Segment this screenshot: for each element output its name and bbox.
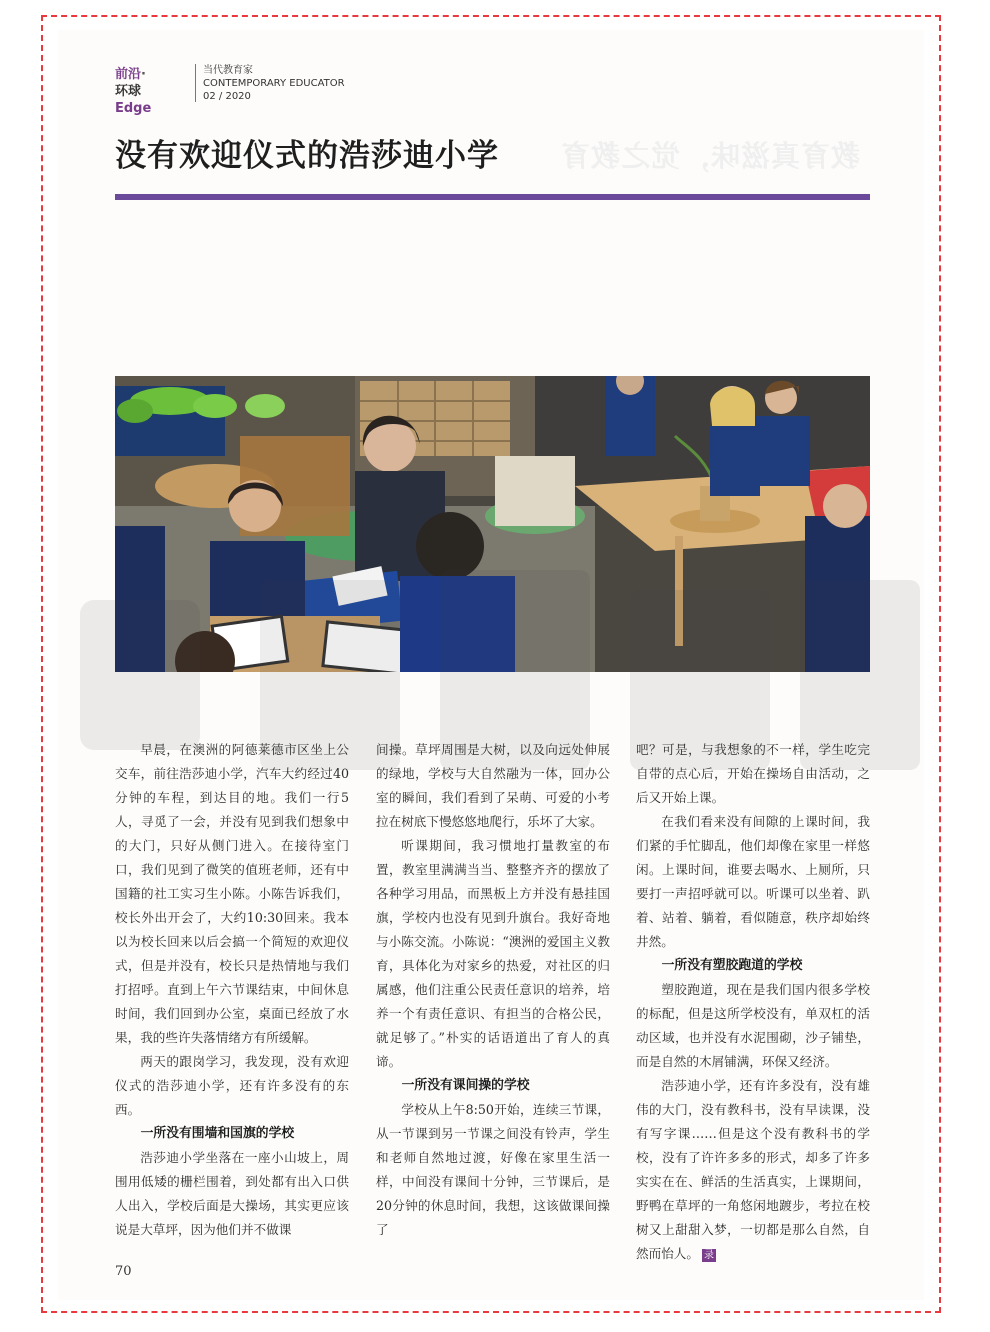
classroom-photo <box>115 376 870 672</box>
magazine-info <box>203 64 403 103</box>
section-label-en: Edge <box>115 101 152 116</box>
section-dot: · <box>141 67 146 82</box>
page-number: 70 <box>115 1264 132 1279</box>
paragraph-text: 浩莎迪小学，还有许多没有，没有雄伟的大门，没有教科书，没有早读课，没有写字课……但是这个没有教科书的学校，没有了许许多多的形式，却多了许多实实在在、鲜活的生活真实，上课期间，野鸭在草坪的一角悠闲地踱步，考拉在校树又上甜甜入梦，一切都是那么自然，自然而怡人。 <box>636 1078 870 1261</box>
article-column-1 <box>115 738 349 1242</box>
paragraph: 在我们看来没有间隙的上课时间，我们紧的手忙脚乱，他们却像在家里一样悠闲。上课时间，谁要去喝水、上厕所，只要打一声招呼就可以。听课可以坐着、趴着、站着、躺着，看似随意，秩序却始终井然。 <box>636 814 870 949</box>
magazine-name-cn: 当代教育家 <box>203 65 253 76</box>
magazine-name-en: CONTEMPORARY EDUCATOR <box>203 78 345 89</box>
paragraph: 塑胶跑道，现在是我们国内很多学校的标配，但是这所学校没有，单双杠的活动区域，也并没有水泥围砌，沙子铺垫，而是自然的木屑铺满，环保又经济。 <box>636 982 870 1069</box>
paragraph: 间操。草坪周围是大树，以及向远处伸展的绿地，学校与大自然融为一体，回办公室的瞬间，我们看到了呆萌、可爱的小考拉在树底下慢悠悠地爬行，乐坏了大家。 <box>376 742 610 829</box>
subheading: 一所没有塑胶跑道的学校 <box>661 958 803 973</box>
paragraph <box>636 1074 870 1266</box>
section-tag <box>115 66 151 117</box>
end-mark-icon: 录 <box>703 1250 714 1261</box>
article-column-2 <box>376 738 610 1242</box>
paragraph: 学校从上午8:50开始，连续三节课，从一节课到另一节课之间没有铃声，学生和老师自然地过渡，好像在家里生活一样，中间没有课间十分钟，三节课后，是20分钟的休息时间，我想，这该做课间操了 <box>376 1102 610 1237</box>
paragraph: 两天的跟岗学习，我发现，没有欢迎仪式的浩莎迪小学，还有许多没有的东西。 <box>115 1054 349 1117</box>
subheading: 一所没有课间操的学校 <box>401 1078 530 1093</box>
paragraph: 浩莎迪小学坐落在一座小山坡上，周围用低矮的栅栏围着，到处都有出入口供人出入，学校后面是大操场，其实更应该说是大草坪，因为他们并不做课 <box>115 1150 349 1237</box>
title-underline-bar <box>115 194 870 200</box>
subheading: 一所没有围墙和国旗的学校 <box>140 1126 295 1141</box>
show-through-text: 教育真滋味，觉之教育 <box>560 139 861 173</box>
issue-number: 02 / 2020 <box>203 91 251 102</box>
section-label-cn2: 环球 <box>115 84 142 99</box>
header-divider <box>195 64 196 102</box>
paragraph: 吧？可是，与我想象的不一样，学生吃完自带的点心后，开始在操场自由活动，之后又开始上课。 <box>636 742 870 805</box>
section-label-cn: 前沿 <box>115 67 142 82</box>
article-title: 没有欢迎仪式的浩莎迪小学 <box>115 138 499 174</box>
paragraph: 听课期间，我习惯地打量教室的布置，教室里满满当当、整整齐齐的摆放了各种学习用品，而黑板上方并没有悬挂国旗，学校内也没有见到升旗台。我好奇地与小陈交流。小陈说：“澳洲的爱国主义教育，具体化为对家乡的热爱，对社区的归属感，他们注重公民责任意识的培养，培养一个有责任意识、有担当的合格公民，就足够了。”朴实的话语道出了育人的真谛。 <box>376 838 610 1069</box>
paragraph: 早晨，在澳洲的阿德莱德市区坐上公交车，前往浩莎迪小学，汽车大约经过40分钟的车程，到达目的地。我们一行5人，寻觅了一会，并没有见到我们想象中的大门，只好从侧门进入。在接待室门口，我们见到了微笑的值班老师，还有中国籍的社工实习生小陈。小陈告诉我们，校长外出开会了，大约10:30回来。我本以为校长回来以后会搞一个简短的欢迎仪式，但是并没有，校长只是热情地与我们打招呼。直到上午六节课结束，中间休息时间，我们回到办公室，桌面已经放了水果，我的些许失落情绪方有所缓解。 <box>115 742 349 1045</box>
article-column-3 <box>636 738 870 1266</box>
